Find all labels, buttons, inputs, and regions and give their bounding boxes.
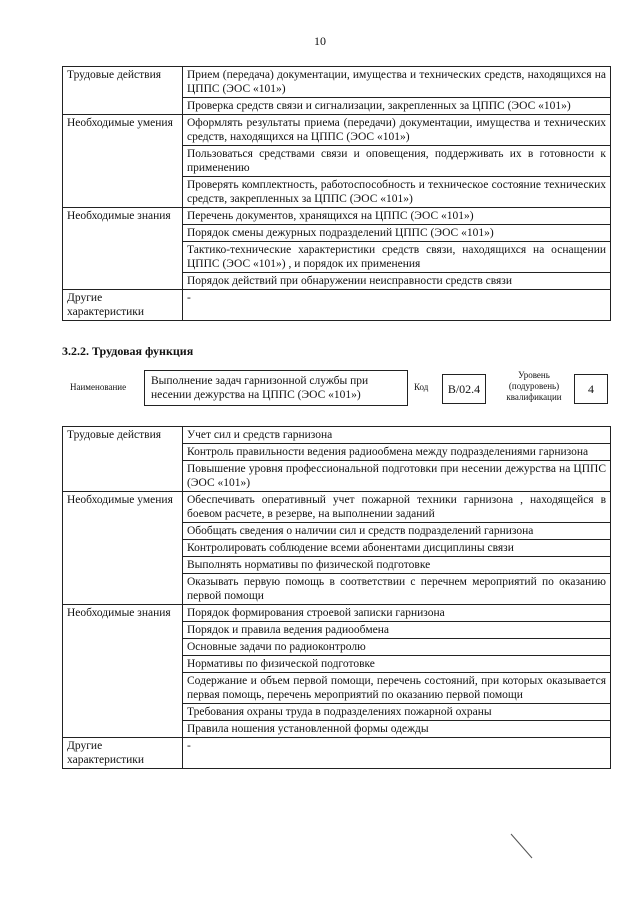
level-label-line-3: квалификации bbox=[506, 392, 562, 402]
level-label-line-1: Уровень bbox=[518, 370, 550, 380]
labor-functions-table-1 bbox=[62, 66, 611, 321]
row-item: Нормативы по физической подготовке bbox=[183, 656, 611, 673]
code-label: Код bbox=[414, 382, 429, 392]
row-item: Выполнять нормативы по физической подготовке bbox=[183, 557, 611, 574]
labor-functions-table-2 bbox=[62, 426, 611, 769]
row-label: Необходимые умения bbox=[63, 492, 183, 605]
row-item: Тактико-технические характеристики средств связи, находящихся на оснащении ЦППС (ЭОС «101») , и порядок их применения bbox=[183, 242, 611, 273]
page-number: 10 bbox=[314, 34, 326, 48]
row-item: Повышение уровня профессиональной подготовки при несении дежурства на ЦППС (ЭОС «101») bbox=[183, 461, 611, 492]
table-row bbox=[63, 427, 611, 444]
row-item: Обобщать сведения о наличии сил и средств подразделений гарнизона bbox=[183, 523, 611, 540]
function-header bbox=[62, 366, 610, 410]
row-label: Другие характеристики bbox=[63, 738, 183, 769]
row-item: Учет сил и средств гарнизона bbox=[183, 427, 611, 444]
section-heading: 3.2.2. Трудовая функция bbox=[62, 344, 194, 358]
table-row bbox=[63, 492, 611, 523]
row-item: Порядок смены дежурных подразделений ЦППС (ЭОС «101») bbox=[183, 225, 611, 242]
code-box: В/02.4 bbox=[442, 374, 486, 404]
row-item: Перечень документов, хранящихся на ЦППС (ЭОС «101») bbox=[183, 208, 611, 225]
pen-mark bbox=[508, 832, 538, 862]
row-label: Необходимые знания bbox=[63, 208, 183, 290]
row-item: - bbox=[183, 738, 611, 769]
row-item: Оформлять результаты приема (передачи) документации, имущества и технических средств, находящихся на ЦППС (ЭОС «101») bbox=[183, 115, 611, 146]
row-item: Содержание и объем первой помощи, перечень состояний, при которых оказывается первая помощь, перечень мероприятий по оказанию первой помощи bbox=[183, 673, 611, 704]
level-label-line-2: (подуровень) bbox=[508, 381, 560, 391]
row-item: Проверка средств связи и сигнализации, закрепленных за ЦППС (ЭОС «101») bbox=[183, 98, 611, 115]
row-item: Порядок формирования строевой записки гарнизона bbox=[183, 605, 611, 622]
row-item: Правила ношения установленной формы одежды bbox=[183, 721, 611, 738]
row-item: Проверять комплектность, работоспособность и техническое состояние технических средств, закрепленных за ЦППС (ЭОС «101») bbox=[183, 177, 611, 208]
table-row bbox=[63, 208, 611, 225]
table-row bbox=[63, 605, 611, 622]
row-item: Контроль правильности ведения радиообмена между подразделениями гарнизона bbox=[183, 444, 611, 461]
table-row bbox=[63, 738, 611, 769]
row-item: Порядок и правила ведения радиообмена bbox=[183, 622, 611, 639]
row-item: Оказывать первую помощь в соответствии с перечнем мероприятий по оказанию первой помощи bbox=[183, 574, 611, 605]
row-label: Необходимые знания bbox=[63, 605, 183, 738]
function-name-box: Выполнение задач гарнизонной службы при несении дежурства на ЦППС (ЭОС «101») bbox=[144, 370, 408, 406]
level-box: 4 bbox=[574, 374, 608, 404]
row-item: - bbox=[183, 290, 611, 321]
row-item: Контролировать соблюдение всеми абонентами дисциплины связи bbox=[183, 540, 611, 557]
row-item: Основные задачи по радиоконтролю bbox=[183, 639, 611, 656]
table-row bbox=[63, 115, 611, 146]
row-item: Обеспечивать оперативный учет пожарной техники гарнизона , находящейся в боевом расчете, в резерве, на выполнении заданий bbox=[183, 492, 611, 523]
table-row bbox=[63, 67, 611, 98]
level-label bbox=[498, 370, 570, 403]
row-label: Трудовые действия bbox=[63, 427, 183, 492]
row-item: Пользоваться средствами связи и оповещения, поддерживать их в готовности к применению bbox=[183, 146, 611, 177]
table-row bbox=[63, 290, 611, 321]
row-item: Прием (передача) документации, имущества и технических средств, находящихся на ЦППС (ЭОС «101») bbox=[183, 67, 611, 98]
row-item: Требования охраны труда в подразделениях пожарной охраны bbox=[183, 704, 611, 721]
row-label: Необходимые умения bbox=[63, 115, 183, 208]
row-item: Порядок действий при обнаружении неисправности средств связи bbox=[183, 273, 611, 290]
row-label: Трудовые действия bbox=[63, 67, 183, 115]
name-label: Наименование bbox=[70, 382, 127, 392]
row-label: Другие характеристики bbox=[63, 290, 183, 321]
